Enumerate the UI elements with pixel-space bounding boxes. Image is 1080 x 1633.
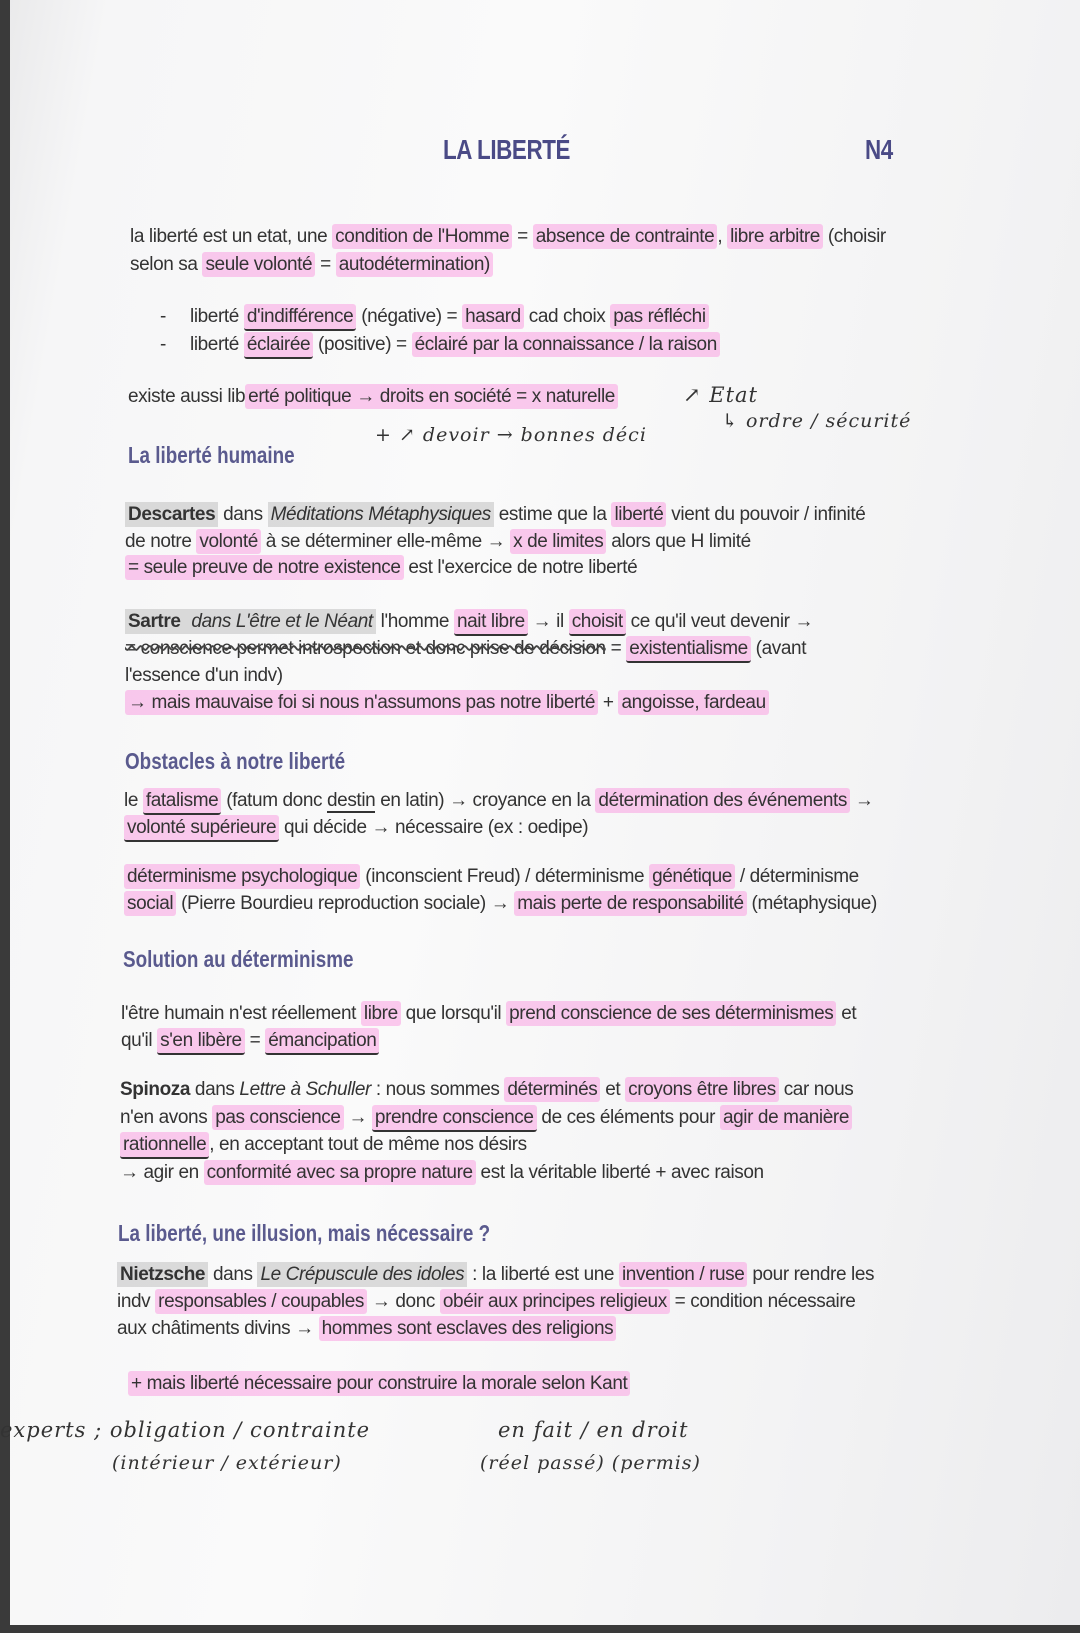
text-segment: dans L'être et le Néant [184, 609, 376, 634]
highlighted-text: x de limites [510, 529, 606, 554]
text-segment: aux châtiments divins → [117, 1318, 319, 1339]
photo-edge [0, 0, 10, 1633]
text-segment: Sartre [125, 609, 184, 634]
text-segment: : nous sommes [370, 1079, 505, 1100]
highlighted-text: prend conscience de ses déterminismes [506, 1001, 836, 1026]
text-segment: que lorsqu'il [400, 1003, 507, 1024]
highlighted-text: croyons être libres [625, 1077, 779, 1102]
text-segment: existe aussi lib [128, 386, 246, 407]
solution-line-2 [121, 1028, 379, 1054]
sartre-line-2 [125, 636, 806, 662]
highlighted-text: déterminés [504, 1077, 600, 1102]
highlighted-text: seule volonté [202, 252, 315, 277]
politique-line [128, 384, 618, 410]
text-segment: dans [218, 504, 268, 525]
text-segment: = [605, 638, 627, 659]
text-segment: Nietzsche [117, 1262, 208, 1287]
highlighted-text: absence de contrainte [533, 224, 718, 249]
text-segment: pour rendre les [747, 1264, 875, 1285]
obstacles-line-1 [124, 788, 874, 814]
text-segment: (négative) = [356, 306, 463, 327]
spinoza-line-2 [120, 1105, 852, 1131]
highlighted-text: volonté supérieure [124, 815, 279, 842]
note-etat: ↗ Etat [683, 383, 758, 407]
highlighted-text: existentialisme [626, 636, 751, 663]
text-segment: cad choix [523, 306, 611, 327]
note-droit: en fait / en droit [498, 1418, 689, 1442]
text-segment: destin [327, 790, 376, 811]
highlighted-text: fatalisme [143, 788, 221, 815]
text-segment: indv [117, 1291, 156, 1312]
sartre-line-4 [125, 690, 769, 716]
highlighted-text: pas réfléchi [610, 304, 708, 329]
text-segment: : la liberté est une [467, 1264, 619, 1285]
text-segment: est l'exercice de notre liberté [403, 557, 638, 578]
text-segment: Lettre à Schuller [239, 1079, 371, 1100]
text-segment: l'être humain n'est réellement [121, 1003, 361, 1024]
highlighted-text: libre arbitre [727, 224, 823, 249]
highlighted-text: éclairé par la connaissance / la raison [412, 332, 720, 357]
note-ordre: ↳ ordre / sécurité [722, 410, 912, 432]
bullet-indifference [190, 304, 709, 330]
intro-line-2 [130, 252, 493, 278]
text-segment: l'essence d'un indv) [125, 665, 283, 686]
text-segment: qu'il [121, 1030, 158, 1051]
bullet-marker: - [160, 334, 167, 355]
text-segment: Descartes [125, 502, 218, 527]
text-segment: → donc [367, 1291, 440, 1312]
spinoza-line-3 [120, 1132, 527, 1158]
nietzsche-line-3 [117, 1316, 616, 1342]
highlighted-text: responsables / coupables [155, 1289, 367, 1314]
highlighted-text: prendre conscience [372, 1105, 537, 1132]
sartre-line-1 [125, 609, 813, 635]
highlighted-text: mais perte de responsabilité [514, 891, 746, 916]
highlighted-text: + mais liberté nécessaire pour construire la morale selon Kant [128, 1371, 630, 1396]
text-segment: dans [190, 1079, 240, 1100]
obstacles-line-2 [124, 815, 588, 841]
text-segment: liberté [190, 334, 244, 355]
text-segment: qui décide → nécessaire (ex : oedipe) [279, 817, 589, 838]
highlighted-text: = seule preuve de notre existence [125, 555, 404, 580]
heading-obstacles: Obstacles à notre liberté [125, 748, 346, 774]
highlighted-text: rationnelle [120, 1132, 209, 1159]
text-segment: estime que la [493, 504, 612, 525]
text-segment: → [343, 1107, 372, 1128]
highlighted-text: autodétermination) [336, 252, 493, 277]
highlighted-text: hommes sont esclaves des religions [319, 1316, 617, 1341]
text-segment: = [315, 254, 336, 275]
text-segment: + [598, 692, 619, 713]
bullet-eclairee [190, 332, 720, 358]
nietzsche-line-1 [117, 1262, 874, 1288]
highlighted-text: pas conscience [212, 1105, 343, 1130]
highlighted-text: émancipation [265, 1028, 379, 1055]
highlighted-text: agir de manière [720, 1105, 852, 1130]
obstacles-line-3 [124, 864, 859, 890]
text-segment: (inconscient Freud) / déterminisme [360, 866, 650, 887]
spinoza-line-1 [120, 1077, 853, 1103]
text-segment: , en acceptant tout de même nos désirs [209, 1134, 527, 1155]
solution-line-1 [121, 1001, 856, 1027]
text-segment: Spinoza [120, 1079, 191, 1100]
text-segment: = [244, 1030, 266, 1051]
highlighted-text: hasard [462, 304, 524, 329]
highlighted-text: invention / ruse [619, 1262, 747, 1287]
highlighted-text: génétique [649, 864, 735, 889]
text-segment: → il [527, 611, 569, 632]
text-segment: car nous [778, 1079, 854, 1100]
text-segment: dans [208, 1264, 258, 1285]
text-segment: → agir en [120, 1162, 204, 1183]
highlighted-text: erté politique → droits en société = x naturelle [245, 384, 618, 409]
highlighted-text: détermination des événements [595, 788, 850, 813]
text-segment: = [512, 226, 533, 247]
highlighted-text: s'en libère [157, 1028, 245, 1055]
text-segment: et [836, 1003, 857, 1024]
intro-line-1 [130, 224, 886, 250]
text-segment: (positive) = [313, 334, 412, 355]
level-badge: N4 [865, 134, 893, 165]
highlighted-text: volonté [196, 529, 260, 554]
text-segment: la liberté est un etat, une [130, 226, 333, 247]
kant-line [128, 1371, 630, 1397]
note-obligation: experts ; obligation / contrainte [0, 1418, 371, 1442]
text-segment: de notre [125, 531, 197, 552]
page-title: LA LIBERTÉ [443, 134, 571, 165]
descartes-line-2 [125, 529, 751, 555]
text-segment: en latin) → croyance en la [375, 790, 596, 811]
text-segment: Méditations Métaphysiques [268, 502, 494, 527]
highlighted-text: nait libre [454, 609, 528, 636]
text-segment: et [600, 1079, 626, 1100]
text-segment: (fatum donc [221, 790, 327, 811]
text-segment: liberté [190, 306, 244, 327]
text-segment: (métaphysique) [746, 893, 877, 914]
text-segment: = conscience permet introspection et donc prise de décision [125, 638, 606, 659]
highlighted-text: condition de l'Homme [332, 224, 512, 249]
highlighted-text: déterminisme psychologique [124, 864, 360, 889]
highlighted-text: social [124, 891, 176, 916]
text-segment: à se déterminer elle-même → [260, 531, 511, 552]
text-segment: selon sa [130, 254, 203, 275]
text-segment: de ces éléments pour [536, 1107, 720, 1128]
text-segment: Le Crépuscule des idoles [257, 1262, 467, 1287]
highlighted-text: conformité avec sa propre nature [204, 1160, 476, 1185]
highlighted-text: → mais mauvaise foi si nous n'assumons pas notre liberté [125, 690, 598, 715]
heading-solution: Solution au déterminisme [123, 946, 354, 972]
text-segment: (avant [750, 638, 807, 659]
text-segment: (choisir [822, 226, 886, 247]
note-devoir: + ↗ devoir → bonnes déci [375, 424, 647, 446]
descartes-line-3 [125, 555, 637, 581]
heading-illusion: La liberté, une illusion, mais nécessaire ? [118, 1220, 491, 1246]
text-segment: = condition nécessaire [669, 1291, 856, 1312]
highlighted-text: obéir aux principes religieux [440, 1289, 670, 1314]
sartre-line-3 [125, 663, 283, 689]
text-segment: → [850, 790, 874, 811]
highlighted-text: d'indifférence [244, 304, 356, 331]
nietzsche-line-2 [117, 1289, 855, 1315]
obstacles-line-4 [124, 891, 877, 917]
photo-edge-bottom [0, 1625, 1080, 1633]
note-interieur: (intérieur / extérieur) [112, 1452, 342, 1474]
bullet-marker: - [160, 306, 167, 327]
text-segment: l'homme [375, 611, 454, 632]
text-segment: le [124, 790, 143, 811]
highlighted-text: angoisse, fardeau [618, 690, 768, 715]
highlighted-text: choisit [569, 609, 626, 636]
highlighted-text: libre [361, 1001, 401, 1026]
descartes-line-1 [125, 502, 865, 528]
highlighted-text: éclairée [244, 332, 313, 359]
highlighted-text: liberté [611, 502, 666, 527]
text-segment: ce qu'il veut devenir → [625, 611, 814, 632]
text-segment: / déterminisme [734, 866, 859, 887]
text-segment: , [717, 226, 728, 247]
heading-liberte-humaine: La liberté humaine [128, 442, 295, 468]
text-segment: vient du pouvoir / infinité [666, 504, 866, 525]
note-permis: (réel passé) (permis) [480, 1452, 701, 1474]
text-segment: alors que H limité [606, 531, 751, 552]
spinoza-line-4 [120, 1160, 764, 1186]
text-segment: est la véritable liberté + avec raison [475, 1162, 764, 1183]
text-segment: n'en avons [120, 1107, 213, 1128]
text-segment: (Pierre Bourdieu reproduction sociale) → [176, 893, 515, 914]
